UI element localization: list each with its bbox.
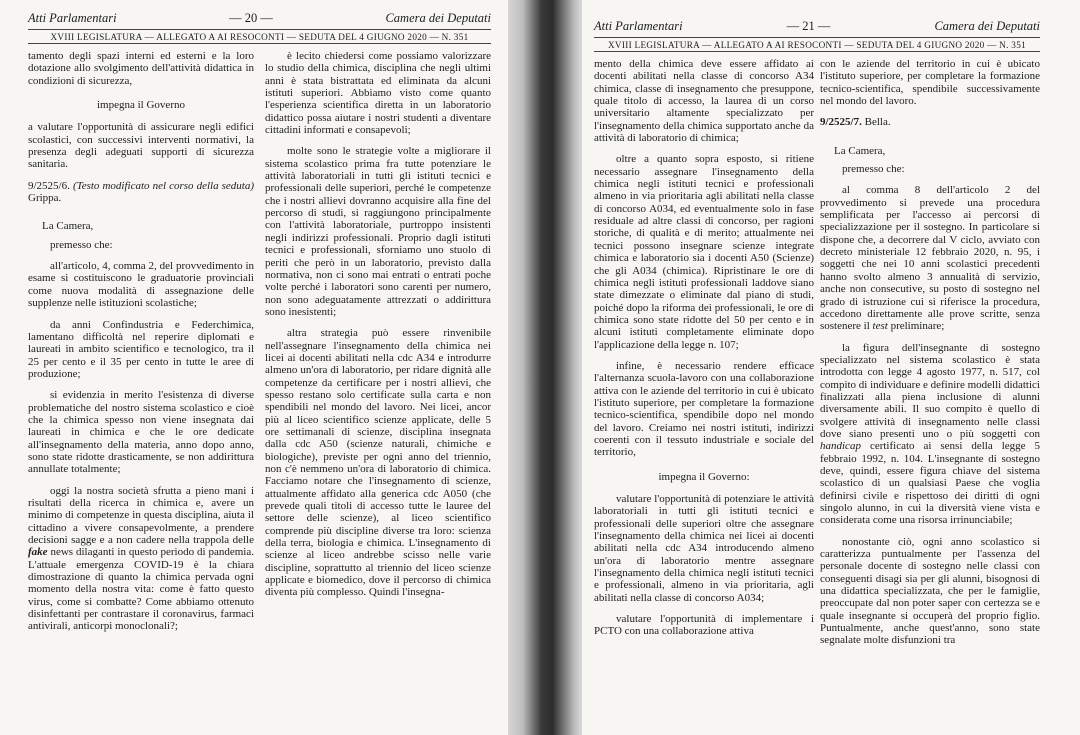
- running-header: [28, 10, 491, 26]
- text-columns: [28, 50, 491, 642]
- premesso-heading: premesso che:: [842, 163, 905, 176]
- column-left: [28, 50, 254, 642]
- header-left: Atti Parlamentari: [28, 11, 117, 25]
- column-left: [594, 58, 814, 656]
- paragraph: si evidenzia in merito l'esistenza di diverse problematiche del nostro sistema scolastico e cioè che la chimica spesso non viene insegnata dai laureati in chimica e che le ore dedicate all'insegnamento della materia, anno dopo anno, sono state ridotte drasticamente, se non addirittura annullate totalmente;: [28, 389, 254, 476]
- text-run: certificato ai sensi della legge 5 febbraio 1992, n. 104. L'insegnante di sostegno deve, quindi, essere figura chiave del sistema scolastico di un qualsiasi Paese che voglia definirsi civile e rispettoso dei diritti di ogni singolo alunno, in cui la diversità viene vista e considerata come una risorsa irrinunciabile;: [820, 440, 1041, 527]
- session-subheader: XVIII LEGISLATURA — ALLEGATO A AI RESOCONTI — SEDUTA DEL 4 GIUGNO 2020 — N. 351: [28, 29, 491, 44]
- paragraph: oltre a quanto sopra esposto, si ritiene necessario assegnare l'insegnamento della chimica negli istituti tecnici e professionali almeno in via prioritaria agli abilitati nella classe di concorso A034, ed eventualmente solo in fase residuale ad altre classi di concorso, per ragioni storiche, di qualità e di merito; attualmente nei tecnici possono insegnare scienze integrate chimica e laboratorio sia i docenti A50 (Scienze) che gli A034 (chimica). Ripristinare le ore di chimica negli istituti professionali laddove siano state dimezzate o eliminate dal piano di studi, poiché dopo la riforma dei professionali, le ore di chimica sono state ridotte del 50 per cento e in alcuni istituti completamente eliminate dopo l'applicazione della legge n. 107;: [594, 153, 814, 351]
- text-run: al comma 8 dell'articolo 2 del provvedimento si prevede una procedura semplificata per l'accesso ai percorsi di specializzazione per il sostegno. In particolare si dispone che, a decorrere dal V ciclo, avviato con decreto ministeriale 12 febbraio 2020, n. 95, i soggetti che nei 10 anni scolastici precedenti hanno svolto almeno 3 annualità di servizio, anche non consecutive, su posto di sostegno nel grado di istruzione cui si riferisce la procedura, accedono direttamente alle prove scritte, senza sostenere il: [820, 184, 1040, 333]
- text-run: la figura dell'insegnante di sostegno specializzato nel sistema scolastico è stata introdotta con legge 4 agosto 1977, n. 517, col compito di individuare e definire modelli didattici finalizzati alla piena inclusione di alunni diversamente abili. Il suo compito è quello di svolgere attività di insegnamento nelle classi dove siano presenti uno o più soggetti con: [820, 341, 1040, 440]
- paragraph: altra strategia può essere rinvenibile nell'assegnare l'insegnamento della chimica nei licei ai docenti abilitati nella cdc A34 e introdurre almeno un'ora di laboratorio, per ridare dignità alle competenze da certificare per i nostri allievi, che spesso restano solo certificate sulla carta e non spendibili nel mondo del lavoro. Nei licei, ancor più al liceo scientifico scienze applicate, delle 5 ore settimanali di scienze, disciplina insegnata dalla cdc A50 (scienze naturali, chimiche e biologiche), previste per ogni anno del triennio, non c'è nemmeno un'ora di laboratorio di chimica. Facciamo notare che l'insegnamento di scienze, attualmente affidato alla generica cdc A050 (che prevede quali titoli di accesso tutte le lauree del settore delle scienze), al liceo scientifico comprende più discipline diverse tra loro: scienza della terra, biologia e chimica. L'insegnamento di scienze al liceo andrebbe scisso nelle varie discipline, soprattutto al triennio del liceo scienze applicate e biomedico, dove il percorso di chimica diventa più complesso. Quindi l'insegna-: [265, 327, 491, 599]
- text-run: preliminare;: [890, 320, 945, 333]
- column-right: [265, 50, 491, 642]
- left-page: [0, 0, 508, 735]
- impegna-heading: impegna il Governo:: [658, 470, 750, 483]
- page-number: — 20 —: [229, 11, 273, 25]
- paragraph: nonostante ciò, ogni anno scolastico si caratterizza puntualmente per l'assenza del personale docente di sostegno nelle classi con conseguenti disagi sia per gli alunni, bisognosi di una didattica specializzata, che per le famiglie, preoccupate dal non poter saper con certezza se e quale insegnante si occuperà del proprio figlio. Puntualmente, anche quest'anno, sono state segnalate molte disfunzioni tra: [820, 535, 1040, 647]
- signatory: Bella.: [864, 116, 891, 129]
- paragraph: valutare l'opportunità di potenziare le attività laboratoriali in tutti gli istituti tecnici e professionali delle superiori oltre che assegnare l'insegnamento della chimica nei licei ai docenti abilitati nella cdc A34 introducendo almeno un'ora di laboratorio mentre assegnare l'insegnamento della chimica negli istituti tecnici e professionali, almeno in via prioritaria, agli abilitati nella classe di concorso A034;: [594, 493, 814, 604]
- paragraph: con le aziende del territorio in cui è ubicato l'istituto superiore, per completare la formazione tecnico-scientifica, spendibile successivamente nel mondo del lavoro.: [820, 58, 1040, 108]
- page-number: — 21 —: [786, 19, 831, 33]
- paragraph: da anni Confindustria e Federchimica, lamentano difficoltà nel reperire diplomati e laureati in ambito scientifico e tecnologico, tra il 25 per cento e il 35 per cento in tutte le aree di produzione;: [28, 318, 254, 380]
- motion-number: 9/2525/7.: [820, 116, 862, 129]
- paragraph: [28, 485, 254, 633]
- motion-note: (Testo modificato nel corso della seduta): [72, 179, 254, 192]
- paragraph: a valutare l'opportunità di assicurare negli edifici scolastici, con successivi interventi normativi, la presenza degli adeguati supporti di sicurezza sanitaria.: [28, 121, 254, 171]
- paragraph: all'articolo, 4, comma 2, del provvedimento in esame si costituiscono le graduatorie provinciali come nuova modalità di assegnazione delle supplenze nelle istituzioni scolastiche;: [28, 260, 254, 310]
- running-header: [594, 18, 1040, 34]
- motion-number: 9/2525/6.: [28, 179, 70, 192]
- camera-heading: La Camera,: [42, 220, 94, 233]
- text-columns: [594, 58, 1040, 656]
- signature-line: [820, 116, 1040, 128]
- header-right: Camera dei Deputati: [934, 19, 1040, 33]
- session-subheader: XVIII LEGISLATURA — ALLEGATO A AI RESOCONTI — SEDUTA DEL 4 GIUGNO 2020 — N. 351: [594, 37, 1040, 52]
- paragraph: mento della chimica deve essere affidato ai docenti abilitati nella classe di concorso A34 chimica, classe di insegnamento che presuppone, quale titolo di accesso, la laurea di un corso universitario altamente specializzato per l'insegnamento della chimica supportato anche da attività di laboratorio di chimica;: [594, 58, 814, 145]
- signature-line: [28, 180, 254, 205]
- premesso-heading: premesso che:: [50, 238, 113, 251]
- paragraph: molte sono le strategie volte a migliorare il sistema scolastico prima fra tutte potenziare le attività laboratoriali in tutti gli istituti tecnici e professionali delle superiori, perché le competenze che i nostri allievi dovranno acquisire alla fine del percorso di studi, si raggiungono principalmente con l'attività laboratoriale, purtroppo insistenti negli indirizzi professionali. Proprio dagli istituti tecnici e professionali, sforniamo uno stuolo di periti che però in un laboratorio, previsto dalla normativa, non ci sono mai entrati o entrati poche volte perché i laboratori sono carenti per numero, non sono adeguatamente attrezzati o addirittura sono inesistenti;: [265, 145, 491, 318]
- header-left: Atti Parlamentari: [594, 19, 683, 33]
- book-gutter: [508, 0, 582, 735]
- text-run-italic: handicap: [820, 440, 861, 453]
- paragraph: [820, 184, 1040, 332]
- camera-heading: La Camera,: [834, 144, 886, 157]
- column-right: [820, 58, 1040, 656]
- text-run-italic: test: [872, 320, 888, 333]
- text-run-italic: fake: [28, 546, 48, 559]
- paragraph: [820, 342, 1040, 527]
- paragraph: tamento degli spazi interni ed esterni e la loro dotazione allo svolgimento dell'attività didattica in condizioni di sicurezza,: [28, 50, 254, 87]
- paragraph: valutare l'opportunità di implementare i PCTO con una collaborazione attiva: [594, 613, 814, 638]
- text-run: news dilaganti in questo periodo di pandemia. L'attuale emergenza COVID-19 è la chiara dimostrazione di quanto la chimica pervada ogni momento della nostra vita: come è fatto questo virus, come si combatte? Come abbiamo ottenuto disinfettanti per contrastare il coronavirus, farmaci antivirali, anticorpi monoclonali?;: [28, 546, 254, 633]
- right-page: [582, 0, 1080, 735]
- impegna-heading: impegna il Governo: [97, 99, 185, 112]
- paragraph: infine, è necessario rendere efficace l'alternanza scuola-lavoro con una collaborazione attiva con le aziende del territorio in cui è ubicato l'istituto superiore, per completare la formazione tecnico-scientifica, spendibile dopo nel mondo del lavoro. Creiamo nei nostri istituti, indirizzi coerenti con il tessuto industriale e sociale del territorio,: [594, 359, 814, 459]
- paragraph: è lecito chiedersi come possiamo valorizzare lo studio della chimica, disciplina che negli ultimi anni è stata bistrattata ed eliminata da alcuni istituti superiori. Abbiamo visto come quanto l'esperienza scientifica diretta in un laboratorio didattico possa aiutare i nostri studenti a diventare cittadini informati e consapevoli;: [265, 50, 491, 137]
- header-right: Camera dei Deputati: [385, 11, 491, 25]
- text-run: oggi la nostra società sfrutta a pieno mani i risultati della ricerca in chimica e, avere un minimo di competenze in questa disciplina, aiuta il cittadino a vivere consapevolmente, a prendere decisioni sagge e a non cadere nella trappola delle: [28, 484, 254, 546]
- signatory: Grippa.: [28, 192, 62, 205]
